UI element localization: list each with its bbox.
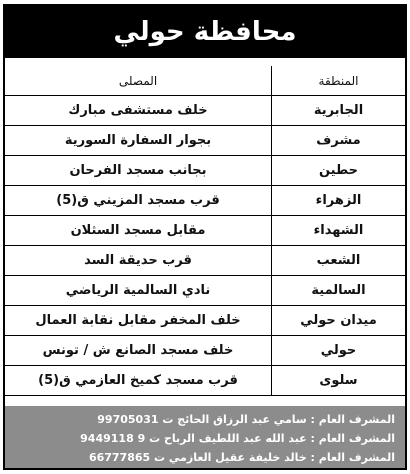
table-row xyxy=(5,96,405,126)
area-cell: الشهداء xyxy=(272,216,406,246)
area-cell: ميدان حولي xyxy=(272,306,406,336)
supervisor-role: المشرف العام xyxy=(318,413,395,426)
area-cell: الجابرية xyxy=(272,96,406,126)
table-row xyxy=(5,306,405,336)
prayer-place-cell: نادي السالمية الرياضي xyxy=(5,276,272,306)
supervisor-line: المشرف العام : سامي عبد الرزاق الحائج ت 99705031 xyxy=(97,413,395,426)
table-row xyxy=(5,156,405,186)
supervisor-name: خالد خليفة عقيل العازمي xyxy=(168,451,307,464)
phone-label: ت xyxy=(149,432,161,445)
supervisor-line: المشرف العام : خالد خليفة عقيل العازمي ت 66777865 xyxy=(88,451,395,464)
phone-label: ت xyxy=(162,413,174,426)
supervisors-footer xyxy=(5,406,405,468)
prayer-place-cell: قرب حديقة السد xyxy=(5,246,272,276)
supervisor-role: المشرف العام xyxy=(318,432,395,445)
area-cell: مشرف xyxy=(272,126,406,156)
prayer-place-cell: بجانب مسجد الفرحان xyxy=(5,156,272,186)
prayer-place-cell: بجوار السفارة السورية xyxy=(5,126,272,156)
supervisor-phone: 9 9449118 xyxy=(80,432,146,445)
table-header-row xyxy=(5,66,405,96)
area-cell: السالمية xyxy=(272,276,406,306)
supervisor-name: عبد الله عبد اللطيف الرباح xyxy=(163,432,307,445)
table-row xyxy=(5,126,405,156)
prayer-place-cell: قرب مسجد المزيني ق(5) xyxy=(5,186,272,216)
prayer-place-cell: قرب مسجد كميخ العازمي ق(5) xyxy=(5,366,272,396)
phone-label: ت xyxy=(154,451,166,464)
supervisor-name: سامي عبد الرزاق الحائج xyxy=(177,413,307,426)
prayer-place-cell: مقابل مسجد السثلان xyxy=(5,216,272,246)
area-cell: حطين xyxy=(272,156,406,186)
area-cell: حولي xyxy=(272,336,406,366)
table-row xyxy=(5,216,405,246)
area-cell: سلوى xyxy=(272,366,406,396)
area-column-header: المنطقة xyxy=(272,66,406,96)
prayer-place-cell: خلف المخفر مقابل نقابة العمال xyxy=(5,306,272,336)
prayer-place-cell: خلف مستشفى مبارك xyxy=(5,96,272,126)
table-row xyxy=(5,246,405,276)
table-row xyxy=(5,336,405,366)
supervisor-line: المشرف العام : عبد الله عبد اللطيف الرباح ت 9 9449118 xyxy=(80,432,395,445)
prayer-places-card xyxy=(3,4,407,470)
area-cell: الزهراء xyxy=(272,186,406,216)
prayer-places-table xyxy=(5,66,405,396)
prayer-place-cell: خلف مسجد الصانع ش / تونس xyxy=(5,336,272,366)
supervisor-role: المشرف العام xyxy=(318,451,395,464)
table-row xyxy=(5,186,405,216)
supervisor-phone: 66777865 xyxy=(88,451,151,464)
page-title: محافظة حولي xyxy=(5,6,405,58)
prayer-place-column-header: المصلى xyxy=(5,66,272,96)
area-cell: الشعب xyxy=(272,246,406,276)
table-row xyxy=(5,366,405,396)
table-row xyxy=(5,276,405,306)
supervisor-phone: 99705031 xyxy=(97,413,159,426)
